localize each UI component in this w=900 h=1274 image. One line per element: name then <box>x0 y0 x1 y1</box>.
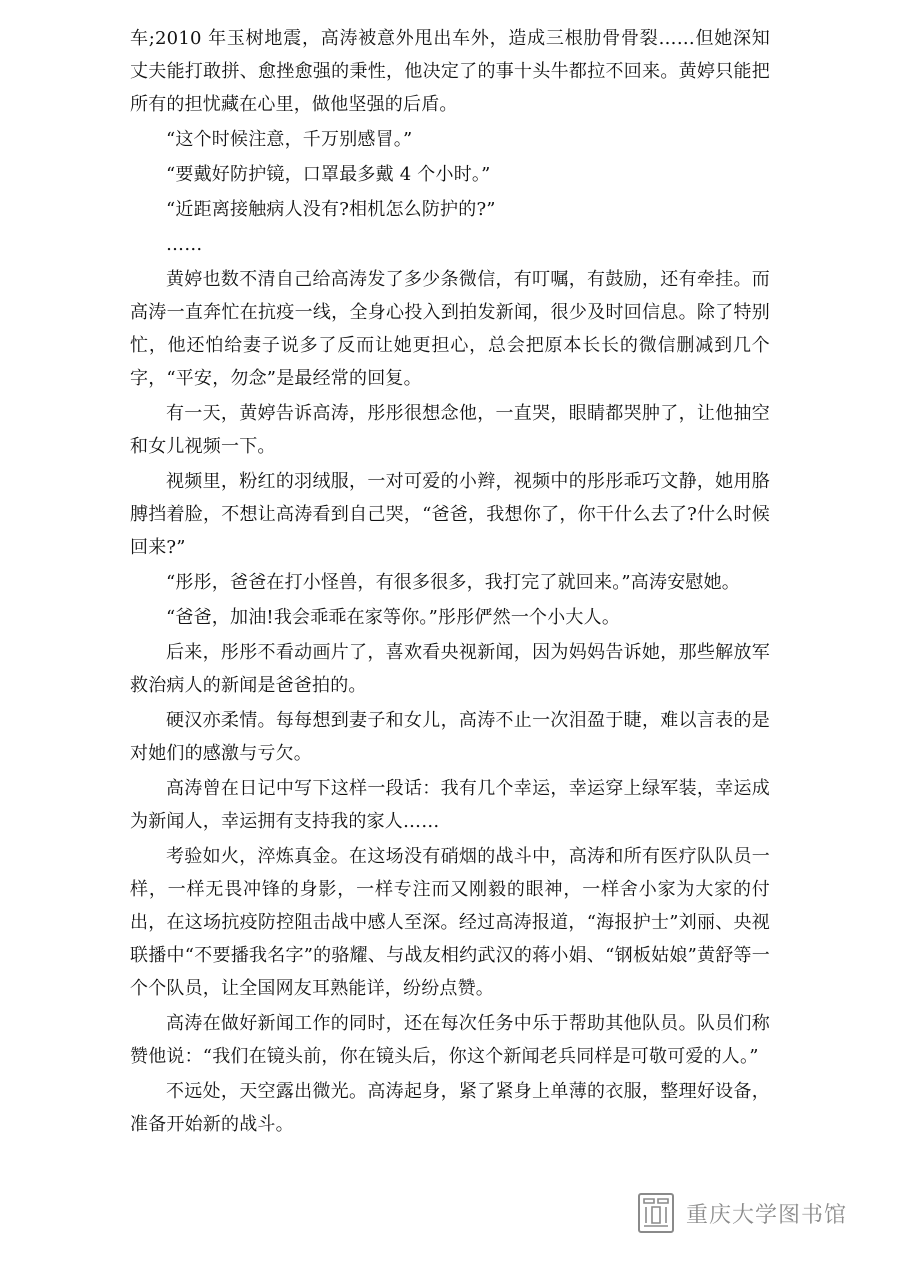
paragraph: 黄婷也数不清自己给高涛发了多少条微信，有叮嘱，有鼓励，还有牵挂。而高涛一直奔忙在抗疫一线，全身心投入到拍发新闻，很少及时回信息。除了特别忙，他还怕给妻子说多了反而让她更担心，总会把原本长长的微信删减到几个字，“平安，勿念”是最经常的回复。 <box>130 269 770 389</box>
library-name: 重庆大学图书馆 <box>686 1202 848 1228</box>
library-seal-icon <box>638 1193 674 1233</box>
paragraph: 视频里，粉红的羽绒服，一对可爱的小辫，视频中的彤彤乖巧文静，她用胳膊挡着脸，不想让高涛看到自己哭，“爸爸，我想你了，你干什么去了?什么时候回来?” <box>130 471 770 558</box>
paragraph-quote: “近距离接触病人没有?相机怎么防护的?” <box>166 199 496 220</box>
paragraph: 有一天，黄婷告诉高涛，彤彤很想念他，一直哭，眼睛都哭肿了，让他抽空和女儿视频一下。 <box>130 403 770 457</box>
paragraph-continued: 车;2010 年玉树地震，高涛被意外甩出车外，造成三根肋骨骨裂……但她深知丈夫能打敢拼、愈挫愈强的秉性，他决定了的事十头牛都拉不回来。黄婷只能把所有的担忧藏在心里，做他坚强的后盾。 <box>130 28 770 115</box>
paragraph-quote: “要戴好防护镜，口罩最多戴 4 个小时。” <box>166 164 491 185</box>
paragraph-quote: “彤彤，爸爸在打小怪兽，有很多很多，我打完了就回来。”高涛安慰她。 <box>166 572 741 593</box>
paragraph-quote: “爸爸，加油!我会乖乖在家等你。”彤彤俨然一个小大人。 <box>166 607 621 628</box>
paragraph: 高涛在做好新闻工作的同时，还在每次任务中乐于帮助其他队员。队员们称赞他说：“我们在镜头前，你在镜头后，你这个新闻老兵同样是可敬可爱的人。” <box>130 1013 770 1067</box>
paragraph: 不远处，天空露出微光。高涛起身，紧了紧身上单薄的衣服，整理好设备，准备开始新的战斗。 <box>130 1081 770 1135</box>
library-watermark <box>638 1193 847 1233</box>
article-body <box>130 22 770 1143</box>
paragraph: 后来，彤彤不看动画片了，喜欢看央视新闻，因为妈妈告诉她，那些解放军救治病人的新闻是爸爸拍的。 <box>130 642 770 696</box>
paragraph: 硬汉亦柔情。每每想到妻子和女儿，高涛不止一次泪盈于睫，难以言表的是对她们的感激与亏欠。 <box>130 710 770 764</box>
paragraph: 高涛曾在日记中写下这样一段话：我有几个幸运，幸运穿上绿军装，幸运成为新闻人，幸运拥有支持我的家人…… <box>130 778 770 832</box>
paragraph-quote: “这个时候注意，千万别感冒。” <box>166 129 413 150</box>
paragraph-ellipsis: …… <box>166 234 203 255</box>
paragraph: 考验如火，淬炼真金。在这场没有硝烟的战斗中，高涛和所有医疗队队员一样，一样无畏冲锋的身影，一样专注而又刚毅的眼神，一样舍小家为大家的付出，在这场抗疫防控阻击战中感人至深。经过高涛报道，“海报护士”刘丽、央视联播中“不要播我名字”的骆耀、与战友相约武汉的蒋小娟、“钢板姑娘”黄舒等一个个队员，让全国网友耳熟能详，纷纷点赞。 <box>130 846 770 999</box>
